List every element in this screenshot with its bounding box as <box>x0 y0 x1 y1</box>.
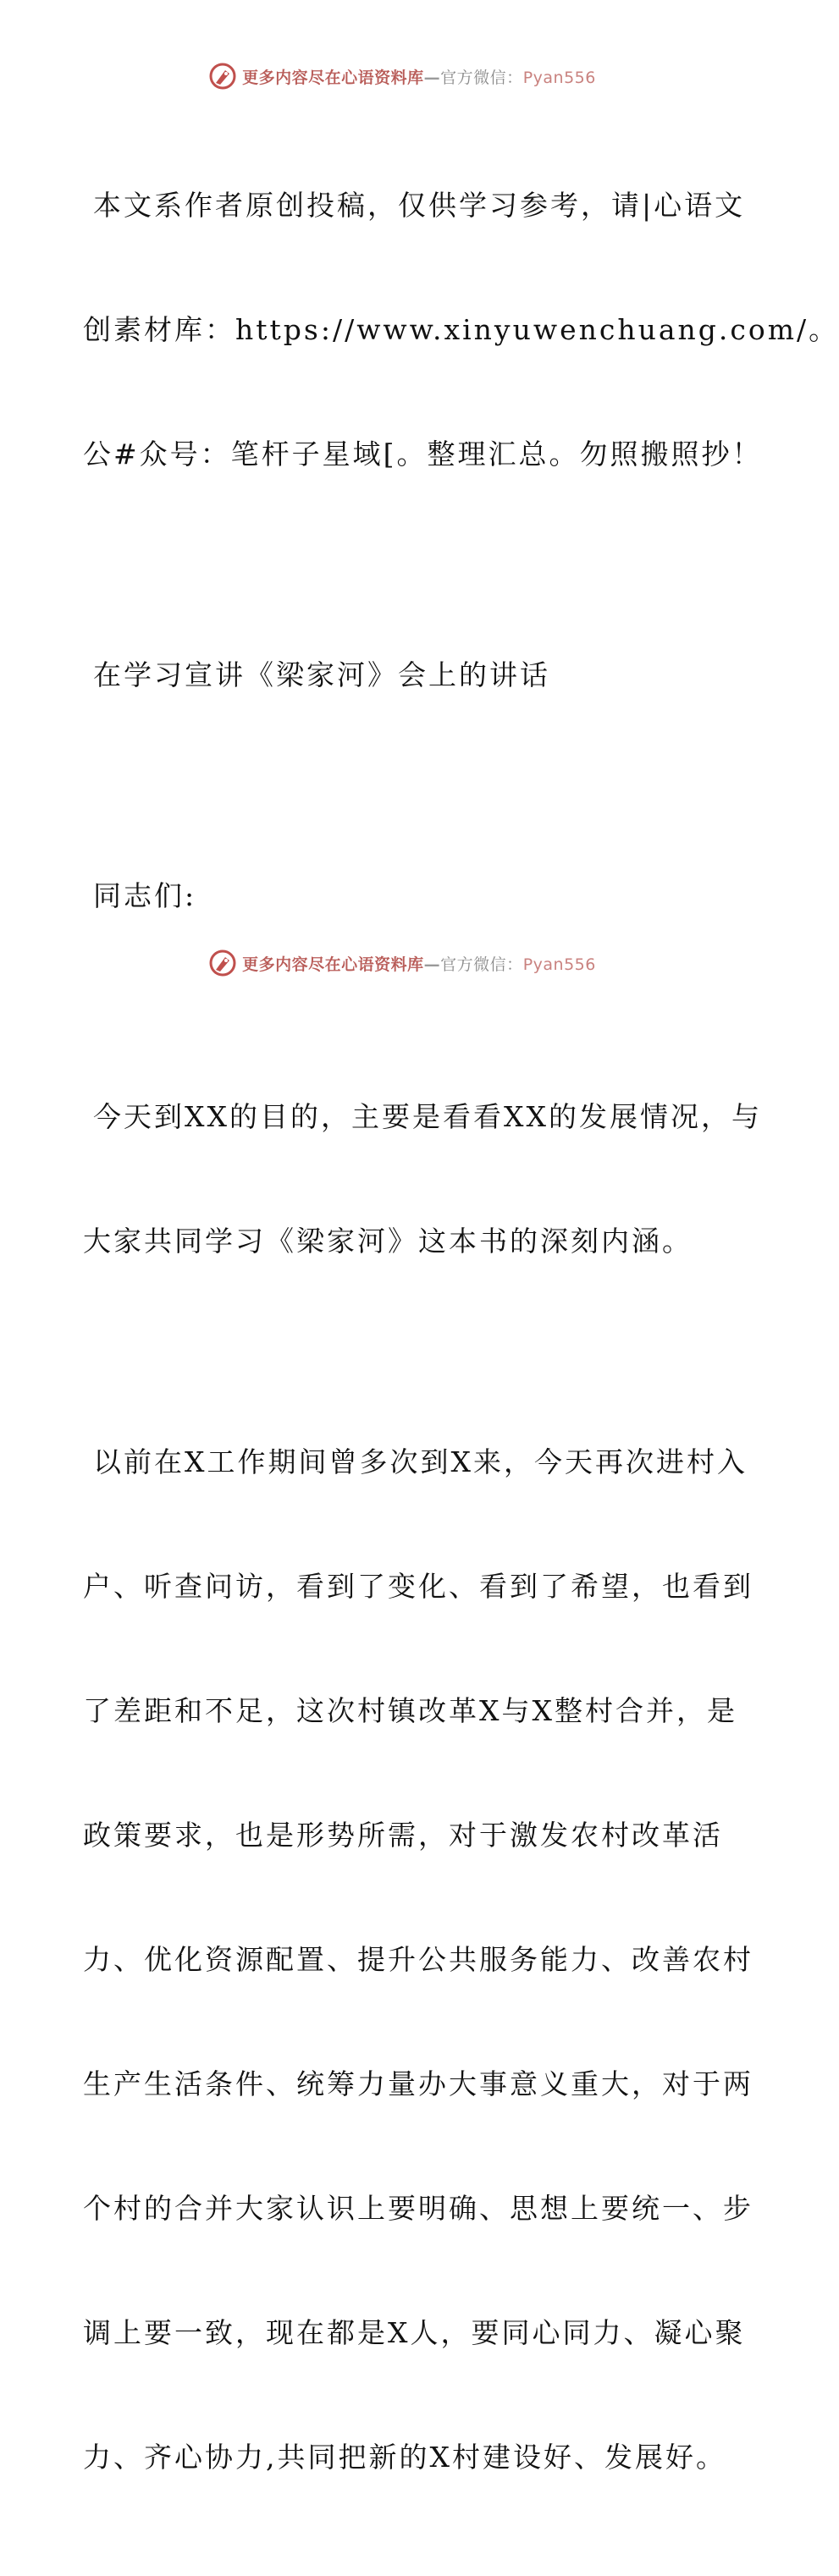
watermark-tail: 官方微信： <box>440 68 523 87</box>
watermark-account: Pyan556 <box>522 68 596 87</box>
copyright-notice <box>83 102 839 558</box>
paragraph-line: 政策要求，也是形势所需，对于激发农村改革活 <box>83 1819 723 1852</box>
watermark-lead: 更多内容尽在心语资料库 <box>242 68 424 87</box>
watermark-tail: 官方微信： <box>440 955 523 974</box>
watermark-lead: 更多内容尽在心语资料库 <box>242 955 424 974</box>
paragraph-line: 了差距和不足，这次村镇改革X与X整村合并，是 <box>83 1694 737 1727</box>
paragraph-line: 大家共同学习《梁家河》这本书的深刻内涵。 <box>83 1225 693 1258</box>
watermark-separator: — <box>423 955 441 974</box>
paragraph-line: 今天到XX的目的，主要是看看XX的发展情况，与 <box>93 1100 762 1133</box>
notice-line: 公#众号：笔杆子星域[。整理汇总。勿照搬照抄！ <box>83 438 763 471</box>
document-body <box>83 102 839 2576</box>
pen-nib-logo-icon <box>208 62 237 91</box>
header-watermark <box>0 59 804 93</box>
document-title <box>83 571 726 779</box>
watermark-account: Pyan556 <box>522 955 596 974</box>
paragraph-line: 户、听查问访，看到了变化、看到了希望，也看到 <box>83 1570 753 1603</box>
watermark-separator: — <box>423 68 441 87</box>
paragraph-line: 调上要一致，现在都是X人，要同心同力、凝心聚 <box>83 2316 746 2349</box>
paragraph-line: 生产生活条件、统筹力量办大事意义重大，对于两 <box>83 2067 753 2100</box>
watermark-text <box>242 952 596 975</box>
paragraph-2 <box>83 1358 753 2561</box>
paragraph-line: 力、齐心协力,共同把新的X村建设好、发展好。 <box>83 2441 726 2474</box>
salutation-line: 同志们: <box>93 879 197 912</box>
watermark-text <box>242 65 596 88</box>
title-line: 在学习宣讲《梁家河》会上的讲话 <box>93 658 550 691</box>
footer-watermark <box>0 946 804 980</box>
paragraph-line: 个村的合并大家认识上要明确、思想上要统一、步 <box>83 2192 753 2225</box>
paragraph-line: 力、优化资源配置、提升公共服务能力、改善农村 <box>83 1943 753 1976</box>
pen-nib-logo-icon <box>208 949 237 977</box>
paragraph-line: 以前在X工作期间曾多次到X来，今天再次进村入 <box>93 1445 748 1478</box>
paragraph-1 <box>83 1013 762 1345</box>
notice-line: 本文系作者原创投稿，仅供学习参考，请|心语文 <box>93 189 746 222</box>
notice-line: 创素材库：https://www.xinyuwenchuang.com/。 <box>83 313 839 346</box>
